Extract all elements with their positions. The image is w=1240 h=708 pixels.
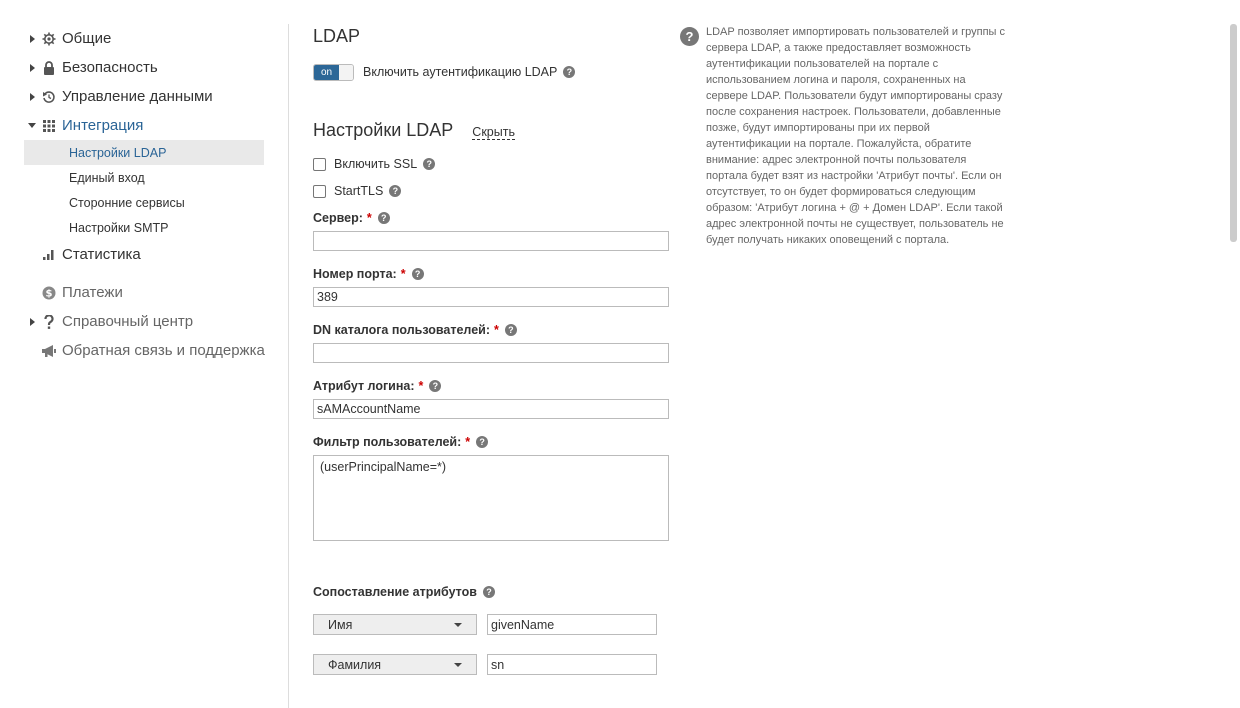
sidebar-item-label: Безопасность (62, 59, 158, 76)
starttls-label[interactable]: StartTLS (334, 184, 384, 198)
server-label: Сервер: (313, 211, 363, 225)
server-label-row (313, 210, 673, 226)
attribute-value-input[interactable]: givenName (487, 614, 657, 635)
question-icon (41, 314, 57, 330)
section-header (313, 120, 673, 146)
help-icon[interactable]: ? (505, 324, 517, 336)
sidebar-item-label: Справочный центр (62, 313, 194, 330)
login-attr-label-row (313, 378, 673, 394)
ssl-row (313, 155, 673, 173)
chevron-down-icon (454, 623, 462, 627)
expand-arrow-icon[interactable] (30, 35, 35, 43)
section-title: Настройки LDAP (313, 120, 454, 140)
sidebar-subitem-smtp[interactable]: Настройки SMTP (69, 220, 169, 235)
sidebar-subitem-ldap-settings[interactable]: Настройки LDAP (24, 140, 264, 165)
dn-input[interactable] (313, 343, 669, 363)
sidebar-item-feedback[interactable] (24, 336, 264, 365)
sidebar (24, 24, 264, 365)
svg-text:$: $ (45, 288, 53, 299)
user-filter-label-row (313, 434, 673, 450)
dn-label-row (313, 322, 673, 338)
attribute-select-value: Фамилия (328, 657, 382, 672)
login-attr-input[interactable]: sAMAccountName (313, 399, 669, 419)
ldap-auth-toggle[interactable] (313, 64, 354, 81)
gear-icon (41, 31, 57, 47)
port-label: Номер порта: (313, 267, 397, 281)
chevron-down-icon (454, 663, 462, 667)
page-title: LDAP (313, 26, 361, 46)
mapping-label: Сопоставление атрибутов (313, 585, 477, 599)
sidebar-item-label: Общие (62, 30, 112, 47)
ldap-settings-panel (313, 24, 673, 675)
sidebar-subitem-third-party[interactable]: Сторонние сервисы (69, 195, 185, 210)
required-marker: * (494, 323, 499, 337)
mapping-row (313, 614, 673, 635)
sidebar-divider (288, 24, 289, 708)
ssl-label[interactable]: Включить SSL (334, 157, 418, 171)
required-marker: * (400, 267, 406, 281)
grid-icon (41, 118, 57, 134)
attribute-select[interactable] (313, 614, 477, 635)
scrollbar[interactable] (1230, 24, 1237, 242)
server-input[interactable] (313, 231, 669, 251)
sidebar-item-statistics[interactable] (24, 240, 264, 269)
sidebar-item-label: Интеграция (62, 117, 144, 134)
port-input[interactable]: 389 (313, 287, 669, 307)
help-icon[interactable]: ? (389, 185, 401, 197)
sidebar-subitem-sso[interactable]: Единый вход (69, 170, 145, 185)
help-icon[interactable]: ? (423, 158, 435, 170)
required-marker: * (366, 211, 372, 225)
attribute-select-value: Имя (328, 617, 353, 632)
megaphone-icon (41, 343, 57, 359)
sidebar-item-data-management[interactable] (24, 82, 264, 111)
help-icon[interactable]: ? (429, 380, 441, 392)
port-label-row (313, 266, 673, 282)
expand-arrow-icon[interactable] (30, 64, 35, 72)
expand-arrow-icon[interactable] (30, 318, 35, 326)
required-marker: * (465, 435, 471, 449)
sidebar-item-label: Управление данными (62, 88, 213, 105)
expand-arrow-icon[interactable] (30, 93, 35, 101)
help-icon[interactable]: ? (483, 586, 495, 598)
ssl-checkbox[interactable] (313, 158, 326, 171)
sidebar-item-payments[interactable] (24, 278, 264, 307)
starttls-checkbox[interactable] (313, 185, 326, 198)
info-help-icon: ? (680, 27, 699, 46)
toggle-state: on (314, 65, 339, 80)
lock-icon (41, 60, 57, 76)
mapping-row (313, 654, 673, 675)
info-text: LDAP позволяет импортировать пользователей и группы с сервера LDAP, а также предоставляет возможность аутентификации пользователей на портале с использованием логина и пароля, сохраненных на сервере LDAP. Пользователи будут импортированы сразу после сохранения настроек. Пользователи, добавленные позже, будут импортированы при их первой аутентификации на портале. Пожалуйста, обратите внимание: адрес электронной почты пользователя портала будет взят из настройки 'Атрибут почты'. Если он отсутствует, то он будет формироваться следующим образом: 'Атрибут логина + @ + Домен LDAP'. Если такой адрес электронной почты не существует, пользователь не будет получать никаких оповещений с портала. (706, 26, 1006, 246)
user-filter-label: Фильтр пользователей: (313, 435, 462, 449)
bar-chart-icon (41, 247, 57, 263)
dn-label: DN каталога пользователей: (313, 323, 491, 337)
hide-link[interactable]: Скрыть (472, 125, 515, 139)
help-icon[interactable]: ? (476, 436, 488, 448)
attribute-value-input[interactable]: sn (487, 654, 657, 675)
sidebar-item-help-center[interactable] (24, 307, 264, 336)
attribute-select[interactable] (313, 654, 477, 675)
dollar-icon (41, 285, 57, 301)
help-icon[interactable]: ? (378, 212, 390, 224)
sidebar-item-label: Обратная связь и поддержка (62, 342, 265, 359)
ldap-toggle-row (313, 63, 673, 81)
user-filter-textarea[interactable]: (userPrincipalName=*) (313, 455, 669, 541)
ldap-toggle-label: Включить аутентификацию LDAP (363, 65, 558, 79)
collapse-arrow-icon[interactable] (28, 123, 36, 128)
required-marker: * (418, 379, 424, 393)
restore-icon (41, 89, 57, 105)
sidebar-item-integration[interactable] (24, 111, 264, 140)
help-icon[interactable]: ? (412, 268, 424, 280)
help-icon[interactable]: ? (563, 66, 575, 78)
sidebar-item-general[interactable] (24, 24, 264, 53)
starttls-row (313, 182, 673, 200)
mapping-label-row (313, 584, 673, 600)
sidebar-item-label: Статистика (62, 246, 141, 263)
login-attr-label: Атрибут логина: (313, 379, 415, 393)
sidebar-item-label: Платежи (62, 284, 123, 301)
sidebar-item-security[interactable] (24, 53, 264, 82)
